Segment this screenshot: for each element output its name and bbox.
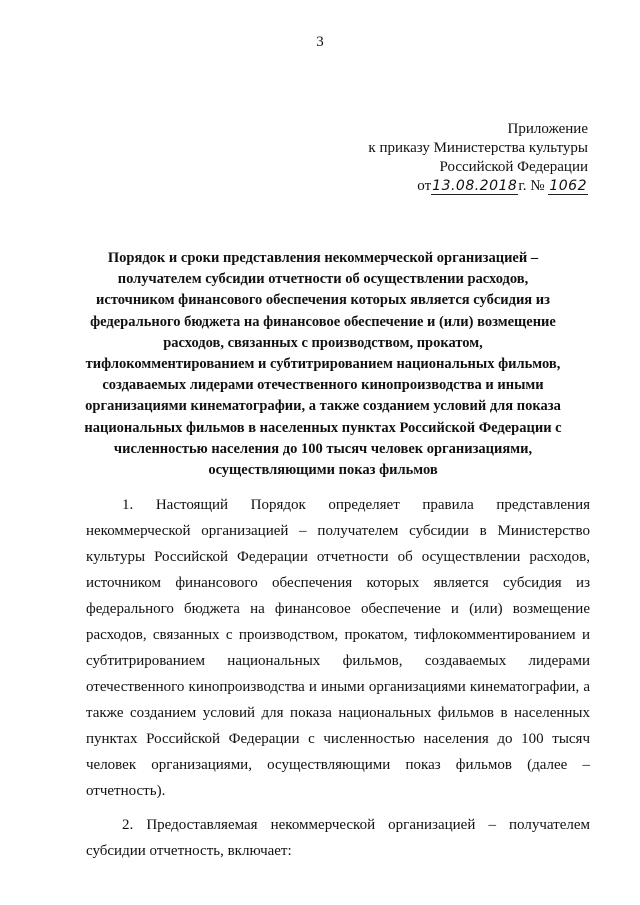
title-line: тифлокомментированием и субтитрированием национальных фильмов,	[85, 356, 561, 373]
page-number: 3	[316, 34, 324, 50]
appendix-block	[368, 120, 588, 196]
title-line: получателем субсидии отчетности об осуществлении расходов,	[117, 271, 529, 288]
title-line: расходов, связанных с производством, прокатом,	[163, 334, 483, 351]
number-prefix: г. №	[518, 178, 545, 194]
title-line: создаваемых лидерами отечественного кинопроизводства и иными	[102, 377, 544, 394]
paragraph-1: 1. Настоящий Порядок определяет правила представления некоммерческой организацией – получателем субсидии в Министерство культуры Российской Федерации отчетности об осуществлении расходов, источником финансового обеспечения которых является субсидия из федерального бюджета на финансовое обеспечение и (или) возмещение расходов, связанных с производством, прокатом, тифлокомментированием и субтитрированием национальных фильмов, создаваемых лидерами отечественного кинопроизводства и иными организациями кинематографии, а также созданием условий для показа национальных фильмов в населенных пунктах Российской Федерации с численностью населения до 100 тысяч человек организациями, осуществляющими показ фильмов (далее – отчетность).	[86, 497, 590, 799]
title-line: федерального бюджета на финансовое обеспечение и (или) возмещение	[90, 313, 556, 330]
appendix-date-line	[368, 177, 588, 196]
title-line: численностью населения до 100 тысяч человек организациями,	[113, 440, 533, 457]
title-line: источником финансового обеспечения которых является субсидия из	[96, 292, 550, 309]
date-prefix: от	[417, 178, 432, 194]
appendix-order-ref: к приказу Министерства культуры	[368, 140, 588, 156]
document-title	[78, 248, 568, 481]
title-line: организациями кинематографии, а также созданием условий для показа	[85, 398, 561, 415]
title-line: осуществляющими показ фильмов	[208, 462, 438, 479]
title-line: национальных фильмов в населенных пунктах Российской Федерации с	[84, 419, 562, 436]
appendix-country: Российской Федерации	[439, 159, 588, 175]
title-line: Порядок и сроки представления некоммерческой организацией –	[107, 250, 539, 266]
paragraph-2: 2. Предоставляемая некоммерческой организацией – получателем субсидии отчетность, включает:	[86, 817, 590, 859]
appendix-label: Приложение	[507, 121, 588, 137]
handwritten-number: 1062	[549, 178, 587, 194]
handwritten-date: 13.08.2018	[432, 178, 518, 194]
document-body	[86, 492, 590, 864]
